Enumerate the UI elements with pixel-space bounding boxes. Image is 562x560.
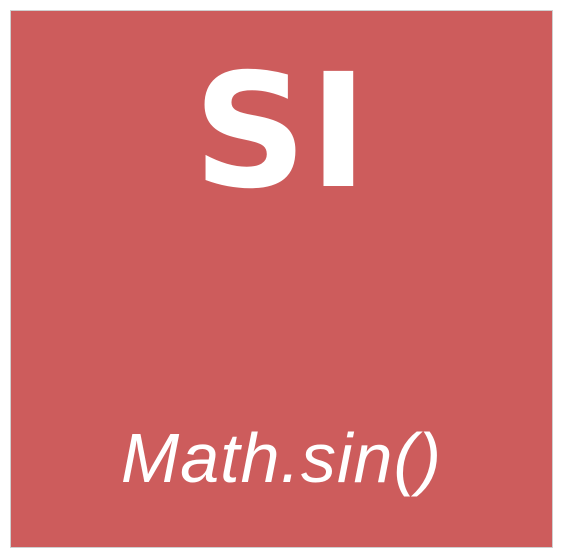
tile-symbol: SI — [193, 40, 370, 224]
element-tile — [10, 10, 553, 548]
tile-name: Math.sin() — [120, 419, 443, 497]
